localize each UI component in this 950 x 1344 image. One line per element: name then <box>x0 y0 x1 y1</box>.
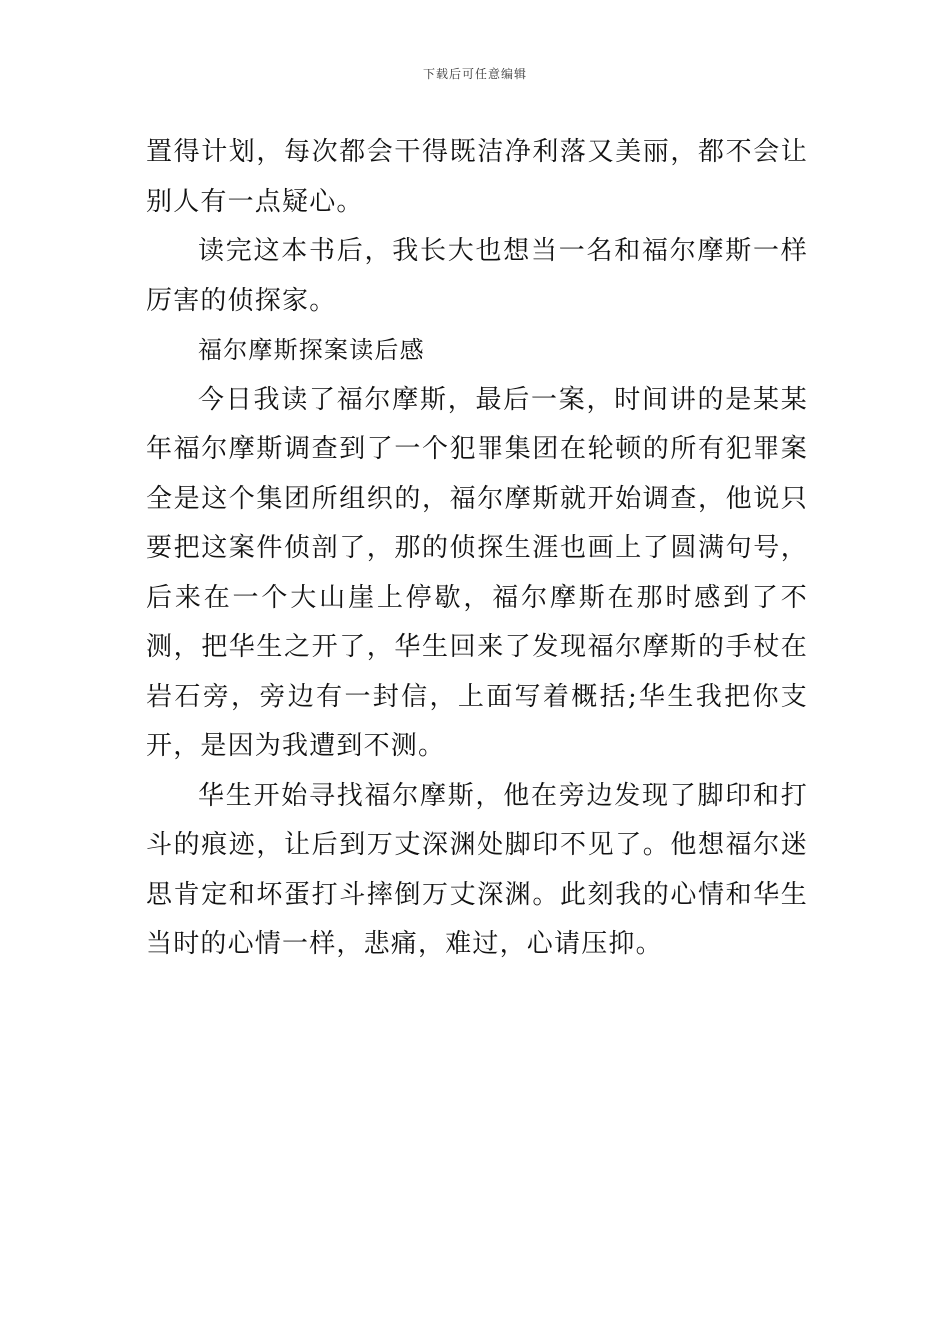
page-header: 下载后可任意编辑 <box>422 67 527 81</box>
paragraph-story: 今日我读了福尔摩斯，最后一案，时间讲的是某某年福尔摩斯调查到了一个犯罪集团在轮顿的所有犯罪案全是这个集团所组织的，福尔摩斯就开始调查，他说只要把这案件侦剖了，那的侦探生涯也画上了圆满句号，后来在一个大山崖上停歇，福尔摩斯在那时感到了不测，把华生之开了，华生回来了发现福尔摩斯的手杖在岩石旁，旁边有一封信，上面写着概括;华生我把你支开，是因为我遭到不测。 <box>146 384 808 761</box>
section-title: 福尔摩斯探案读后感 <box>198 336 425 364</box>
paragraph-conclusion: 读完这本书后，我长大也想当一名和福尔摩斯一样厉害的侦探家。 <box>146 236 808 316</box>
paragraph-search: 华生开始寻找福尔摩斯，他在旁边发现了脚印和打斗的痕迹，让后到万丈深渊处脚印不见了。他想福尔迷思肯定和坏蛋打斗摔倒万丈深渊。此刻我的心情和华生当时的心情一样，悲痛，难过，心请压抑。 <box>146 780 808 959</box>
document-body <box>146 128 808 970</box>
paragraph-continuation: 置得计划，每次都会干得既洁净利落又美丽，都不会让别人有一点疑心。 <box>146 137 808 217</box>
